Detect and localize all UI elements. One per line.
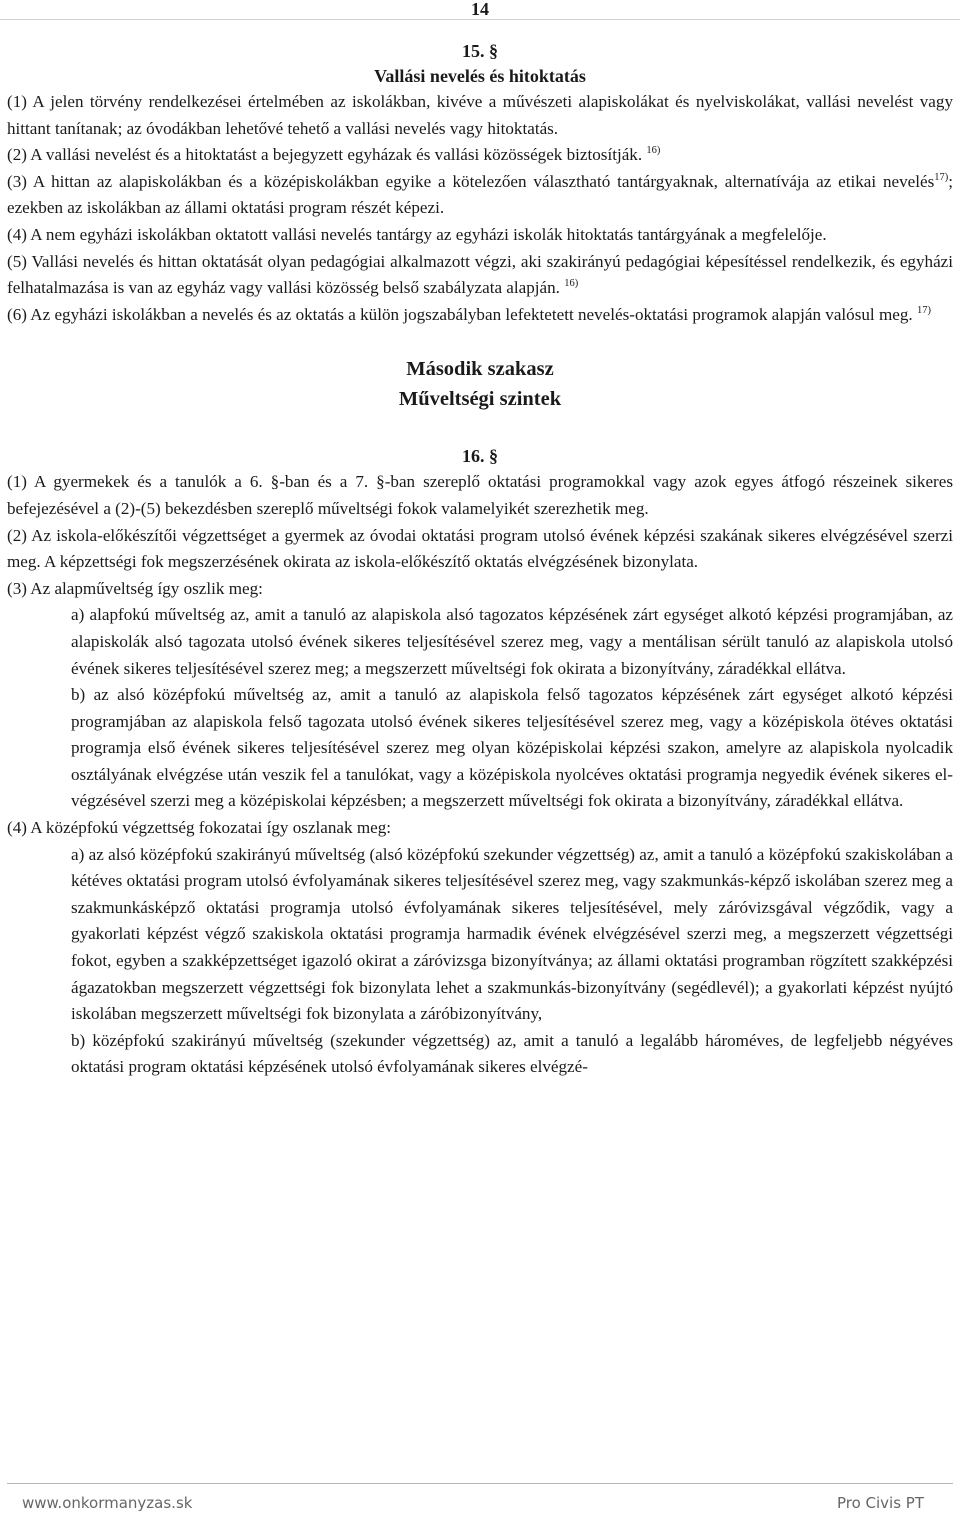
list-item: b) középfokú szakirányú műveltség (szekunder végzettség) az, amit a tanuló a legalább hároméves, de legfeljebb négyéves oktatási program oktatási képzésének utolsó évfolyamának sikeres elvégzé- (71, 1030, 953, 1077)
page-content (7, 39, 953, 1081)
paragraph (7, 142, 953, 169)
footnote-ref: 16) (646, 145, 661, 157)
page-number: 14 (471, 0, 489, 19)
footnote-ref: 16) (564, 278, 579, 290)
spacer (7, 328, 953, 354)
paragraph: (4) A középfokú végzettség fokozatai így oszlanak meg: (7, 818, 392, 838)
spacer (7, 414, 953, 444)
paragraph-text: (5) Vallási nevelés és hittan oktatását olyan pedagógiai alkalmazott végzi, aki szakirányú pedagógiai képesítéssel rendelkezik, és egyházi felhatalmazása is van az egyház vagy vallási közösség belső szabályzata alapján. (7, 251, 953, 298)
paragraph-text: (2) A vallási nevelést és a hitoktatást a bejegyzett egyházak és vallási közösségek biztosítják. (7, 145, 643, 165)
footnote-ref: 17) (934, 171, 949, 183)
section-title: Vallási nevelés és hitoktatás (374, 66, 586, 86)
list-item: b) az alsó középfokú műveltség az, amit a tanuló az alapiskola felső tagozatos képzésének zárt egységet alkotó képzési programjában az alapiskola felső tagozata utolsó évének sikeres teljesítésével szerez meg, vagy a középiskola ötéves oktatási programja első évének sikeres teljesítésével szerez meg olyan középiskolai képzési szakon, amelyre az alapiskola nyolcadik osztályának elvégzése után veszik fel a tanulókat, vagy a középiskola nyolcéves oktatási programja negyedik évének sikeres elvégzésével szerzi meg a középiskolai képzésben; a megszerzett műveltségi fok okirata a bizonyítvány, záradékkal ellátva. (71, 685, 953, 811)
paragraph: (3) Az alapműveltség így oszlik meg: (7, 578, 263, 598)
part-subheading: Műveltségi szintek (398, 388, 562, 411)
paragraph: (4) A nem egyházi iskolákban oktatott vallási nevelés tantárgy az egyházi iskolák hitoktatás tantárgyának a megfelelője. (7, 224, 827, 244)
part-heading: Második szakasz (406, 358, 554, 381)
paragraph-text: ; ezekben az iskolákban az állami oktatási program részét képezi. (7, 171, 953, 218)
list-item: a) az alsó középfokú szakirányú műveltség (alsó középfokú szekunder végzettség) az, amit a tanuló a középfokú szakiskolában a kétéves oktatási program utolsó évfolyamának sikeres teljesítésével szerez meg, vagy szakmunkás-képző iskolában szerez meg a szakmunkásképző oktatási programja utolsó évfolyamának sikeres teljesítésével, mely záróvizsgával végződik, vagy a gyakorlati képzést végző szakiskola oktatási programja harmadik évének elvégzésével szerzi meg, a megszerzett végzettségi fokot, egyben a szakképzettséget igazoló okirat a záróvizsga bizonyítványa; az állami oktatási programban rögzített szakképzési ágazatokban megszerzett végzettségi fok bizonylata lehet a szakmunkás-bizonyítvány (segédlevél); a gyakorlati képzést nyújtó iskolában megszerzett műveltségi fok bizonylata a záróbizonyítvány, (71, 844, 953, 1024)
paragraph (7, 169, 953, 222)
paragraph: (2) Az iskola-előkészítői végzettséget a gyermek az óvodai oktatási program utolsó évének képzési szakának sikeres elvégzésével szerzi meg. A képzettségi fok megszerzésének okirata az iskola-előkészítő oktatás elvégzésének bizonylata. (7, 525, 953, 572)
footer-divider (7, 1483, 953, 1484)
footer-publisher: Pro Civis PT (836, 1494, 924, 1512)
footer-website: www.onkormanyzas.sk (22, 1494, 193, 1512)
paragraph-text: (3) A hittan az alapiskolákban és a középiskolákban egyike a kötelezően választható tantárgyaknak, alternatívája az etikai nevelés (7, 171, 935, 191)
paragraph: (1) A gyermekek és a tanulók a 6. §-ban és a 7. §-ban szereplő oktatási programokkal vagy azok egyes átfogó részeinek sikeres befejezésével a (2)-(5) bekezdésben szereplő műveltségi fokok valamelyikét szerezhetik meg. (7, 472, 953, 518)
paragraph (7, 249, 953, 302)
list-item: a) alapfokú műveltség az, amit a tanuló az alapiskola alsó tagozatos képzésének zárt egységet alkotó képzési programjában, az alapiskolák alsó tagozata utolsó évének sikeres teljesítésével szerez meg, vagy a mentálisan sérült tanuló az alapiskola utolsó évének sikeres teljesítésével szerez meg; a megszerzett műveltségi fok okirata a bizonyítvány, záradékkal ellátva. (71, 605, 953, 678)
paragraph-text: (6) Az egyházi iskolákban a nevelés és az oktatás a külön jogszabályban lefektetett nevelés-oktatási programok alapján valósul meg. (7, 304, 913, 324)
paragraph (7, 302, 953, 329)
footnote-ref: 17) (916, 304, 931, 316)
section-number: 15. § (462, 41, 498, 61)
paragraph: (1) A jelen törvény rendelkezései értelmében az iskolákban, kivéve a művészeti alapiskolákat és nyelviskolákat, vallási nevelést vagy hittant tanítanak; az óvodákban lehetővé tehető a vallási nevelés vagy hitoktatás. (7, 92, 953, 138)
section-number: 16. § (462, 446, 498, 467)
page-header (0, 0, 960, 20)
